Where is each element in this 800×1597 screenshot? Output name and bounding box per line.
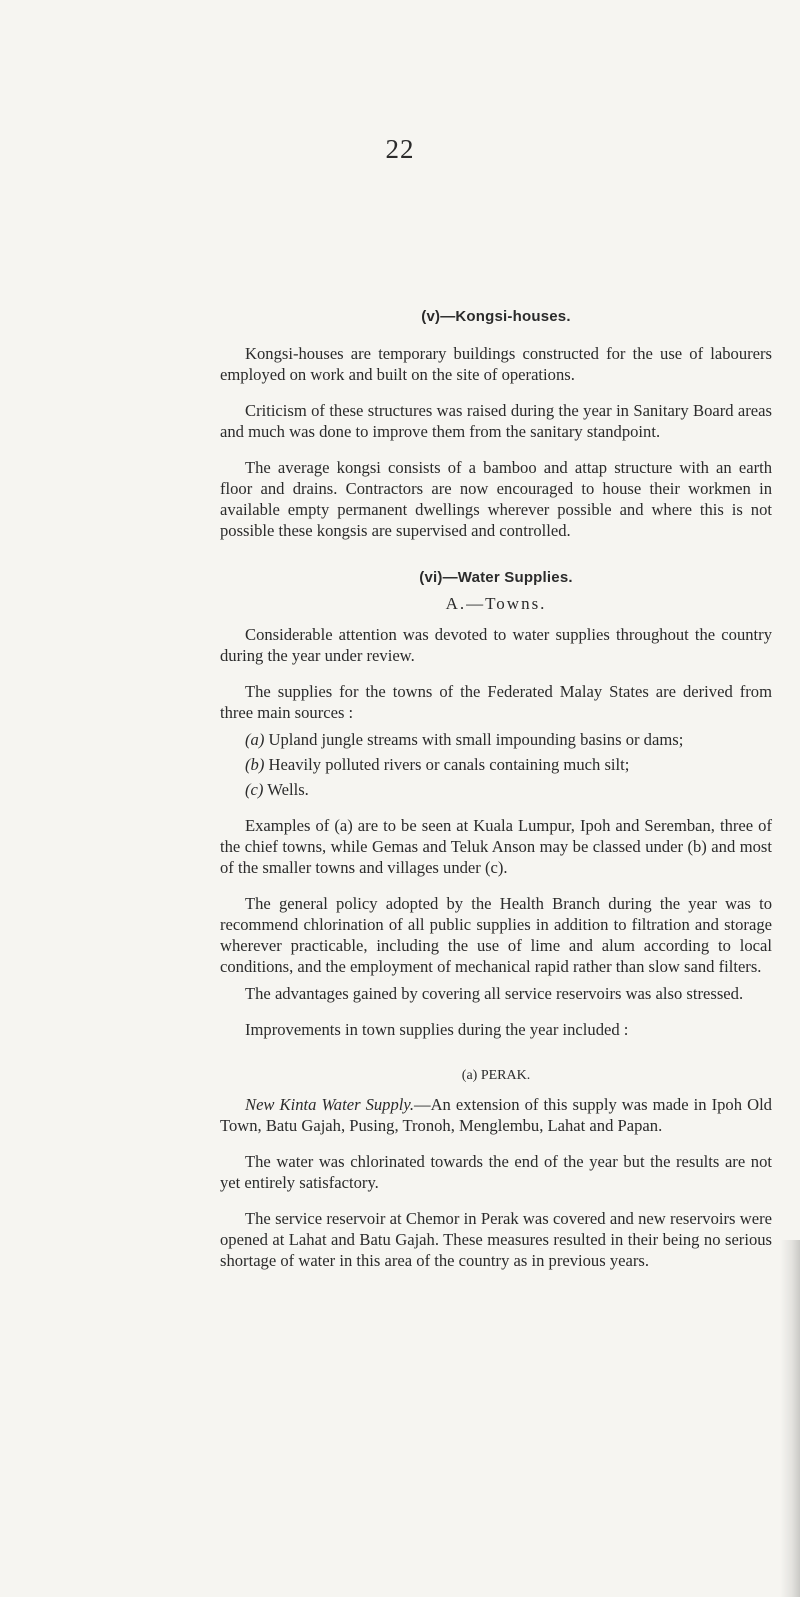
- paragraph: The average kongsi consists of a bamboo and attap structure with an earth floor and drains. Contractors are now encouraged to house their workmen in available empty permanent dwellings wherever possible and where this is not possible these kongsis are supervised and controlled.: [220, 458, 772, 540]
- section-heading: (v)—Kongsi-houses.: [421, 308, 571, 325]
- kinta-text: —An extension of this supply was made in Ipoh Old Town, Batu Gajah, Pusing, Tronoh, Menglembu, Lahat and Papan.: [220, 1095, 772, 1135]
- paragraph: The water was chlorinated towards the end of the year but the results are not yet entirely satisfactory.: [220, 1152, 772, 1192]
- section-perak: [220, 1068, 772, 1271]
- list-item-text: Heavily polluted rivers or canals containing much silt;: [268, 755, 630, 774]
- list-item: [220, 729, 772, 750]
- section-heading: (vi)—Water Supplies.: [419, 569, 573, 586]
- paragraph: Considerable attention was devoted to water supplies throughout the country during the year under review.: [220, 625, 772, 665]
- page-body: [220, 308, 772, 1286]
- list-item-text: Wells.: [267, 780, 309, 799]
- page-number: 22: [385, 134, 415, 164]
- subheading-towns: A.—Towns.: [445, 594, 547, 613]
- paragraph-kinta: [220, 1094, 772, 1136]
- paragraph: Examples of (a) are to be seen at Kuala Lumpur, Ipoh and Seremban, three of the chief towns, while Gemas and Teluk Anson may be classed under (b) and most of the smaller towns and villages under (c).: [220, 816, 772, 877]
- kinta-title: New Kinta Water Supply.: [245, 1095, 414, 1114]
- sources-list: [220, 729, 772, 800]
- paragraph: The advantages gained by covering all service reservoirs was also stressed.: [245, 984, 744, 1003]
- paragraph: Kongsi-houses are temporary buildings constructed for the use of labourers employed on work and built on the site of operations.: [220, 344, 772, 384]
- paragraph: The service reservoir at Chemor in Perak was covered and new reservoirs were opened at Lahat and Batu Gajah. These measures resulted in their being no serious shortage of water in this area of the country as in previous years.: [220, 1209, 772, 1270]
- list-marker: (a): [245, 730, 265, 749]
- section-kongsi-houses: [220, 308, 772, 541]
- list-item: [220, 754, 772, 775]
- list-item-text: Upland jungle streams with small impounding basins or dams;: [268, 730, 684, 749]
- list-marker: (b): [245, 755, 265, 774]
- paragraph: Improvements in town supplies during the year included :: [245, 1020, 629, 1039]
- page-edge-shadow: [780, 1240, 800, 1597]
- paragraph: The general policy adopted by the Health Branch during the year was to recommend chlorination of all public supplies in addition to filtration and storage wherever practicable, including the use of lime and alum according to local conditions, and the employment of mechanical rapid rather than slow sand filters.: [220, 894, 772, 976]
- perak-heading: (a) PERAK.: [461, 1068, 531, 1083]
- paragraph: The supplies for the towns of the Federated Malay States are derived from three main sources :: [220, 682, 772, 722]
- paragraph: Criticism of these structures was raised during the year in Sanitary Board areas and much was done to improve them from the sanitary standpoint.: [220, 401, 772, 441]
- section-water-supplies: [220, 569, 772, 1040]
- list-marker: (c): [245, 780, 264, 799]
- list-item: [220, 779, 772, 800]
